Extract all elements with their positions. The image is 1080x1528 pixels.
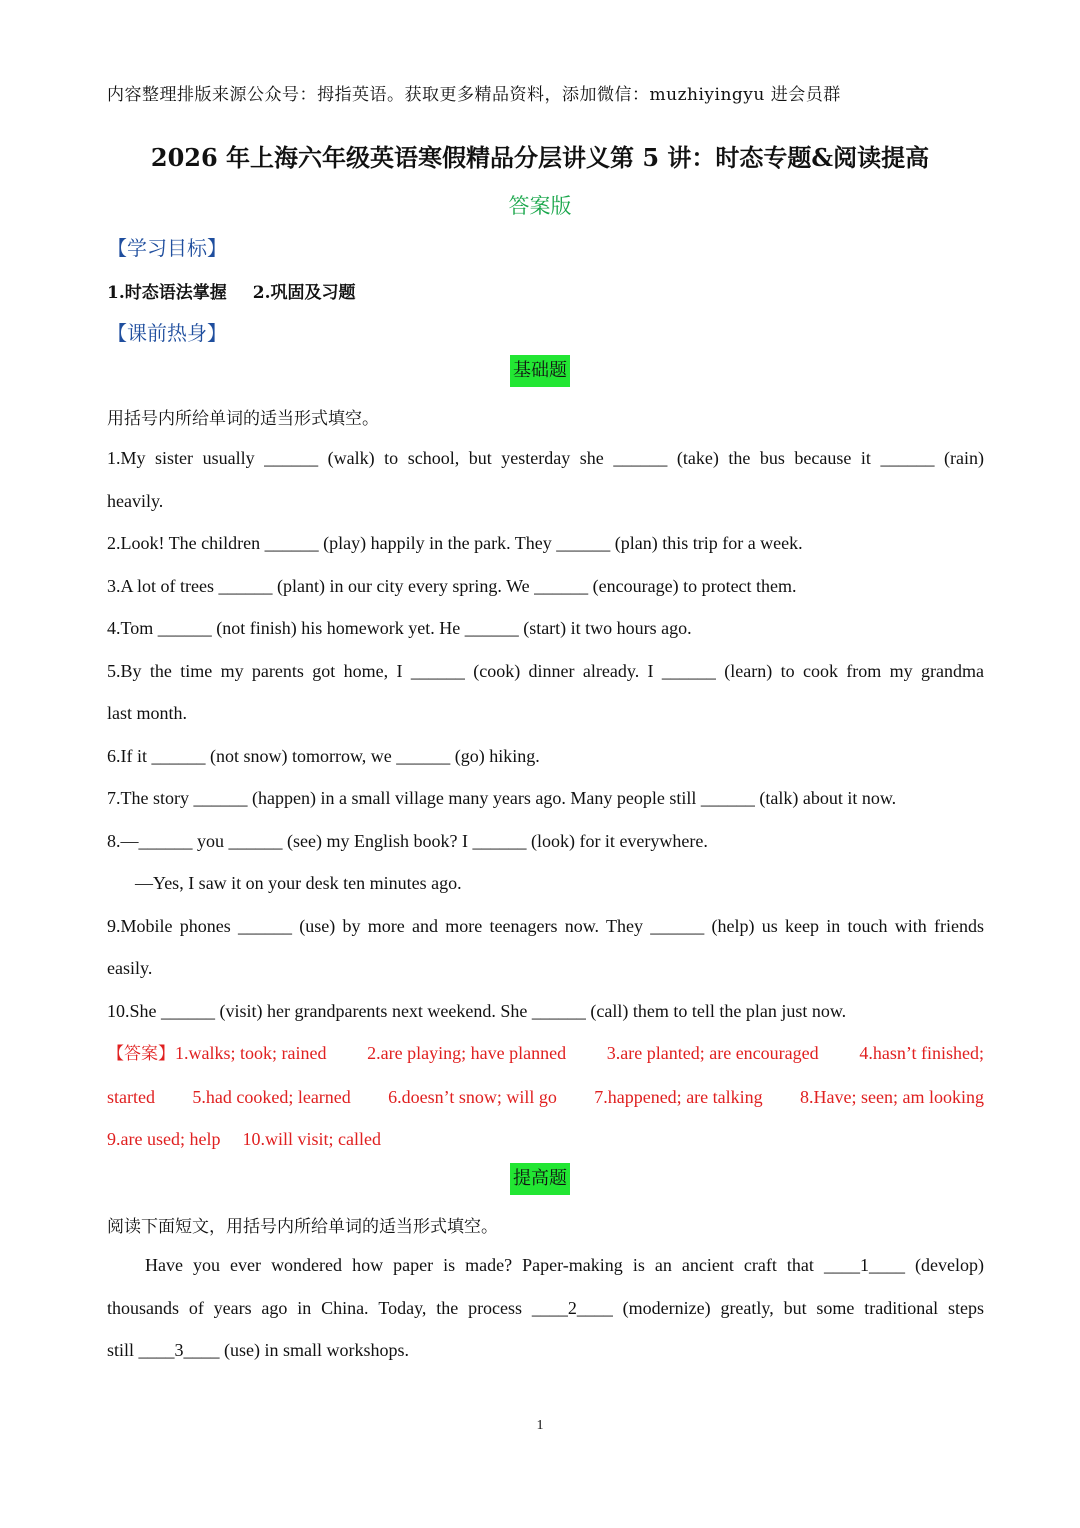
- passage-word: Have: [145, 1255, 183, 1275]
- passage-word: traditional: [864, 1297, 939, 1318]
- question-5-line-2: last month.: [107, 703, 187, 723]
- passage-word: how: [352, 1255, 384, 1275]
- passage-line-1: [107, 1244, 984, 1287]
- passage-word: (develop): [914, 1255, 984, 1275]
- question-4: 4.Tom ______ (not finish) his homework yet. He ______ (start) it two hours ago.: [107, 618, 692, 638]
- passage-word: is: [632, 1255, 645, 1275]
- advanced-level-badge: 提高题: [510, 1163, 570, 1195]
- passage-line-2: [107, 1287, 984, 1330]
- question-7: 7.The story ______ (happen) in a small village many years ago. Many people still ______ (talk) about it now.: [107, 788, 897, 808]
- passage-word: Paper-making: [522, 1255, 623, 1275]
- passage-word: an: [654, 1255, 672, 1275]
- question-1-line-2: heavily.: [107, 491, 164, 511]
- passage-word: made?: [465, 1255, 513, 1275]
- answer-item: 6.doesn’t snow; will go: [388, 1086, 557, 1107]
- passage-word: years: [213, 1297, 252, 1318]
- passage-word: ancient: [681, 1255, 734, 1275]
- answer-item: 3.are planted; are encouraged: [606, 1043, 819, 1063]
- passage-word: China.: [321, 1297, 369, 1318]
- goal-item: 1.时态语法掌握: [107, 283, 227, 303]
- question-8-line-2: —Yes, I saw it on your desk ten minutes ago.: [135, 873, 462, 893]
- passage-word: ____2____: [531, 1297, 613, 1318]
- question-5-line-1: 5.By the time my parents got home, I ______ (cook) dinner already. I ______ (learn) to cook from my grandma: [107, 661, 984, 681]
- passage-word: ever: [230, 1255, 262, 1275]
- basic-instruction: 用括号内所给单词的适当形式填空。: [107, 409, 379, 429]
- question-9-line-1: 9.Mobile phones ______ (use) by more and more teenagers now. They ______ (help) us keep in touch with friends: [107, 916, 984, 936]
- warmup-heading: 【课前热身】: [107, 321, 227, 345]
- passage-line-3: still ____3____ (use) in small workshops.: [107, 1340, 409, 1360]
- passage-word: wondered: [271, 1255, 343, 1275]
- passage-word: steps: [948, 1297, 984, 1318]
- passage-word: some: [816, 1297, 855, 1318]
- reading-passage: [107, 1244, 984, 1372]
- advanced-instruction: 阅读下面短文，用括号内所给单词的适当形式填空。: [107, 1217, 498, 1237]
- question-2: 2.Look! The children ______ (play) happily in the park. They ______ (plan) this trip for a week.: [107, 533, 803, 553]
- passage-word: Today,: [378, 1297, 427, 1318]
- answer-item: 5.had cooked; learned: [192, 1086, 351, 1107]
- passage-word: paper: [393, 1255, 434, 1275]
- answer-line: [107, 1032, 984, 1076]
- basic-badge-row: [0, 355, 1080, 387]
- learning-goals-heading: 【学习目标】: [107, 236, 227, 260]
- passage-word: craft: [743, 1255, 777, 1275]
- answer-item: 4.hasn’t finished;: [859, 1043, 984, 1063]
- answer-item: 7.happened; are talking: [594, 1086, 763, 1107]
- answer-line: [107, 1076, 984, 1119]
- page-number: 1: [536, 1418, 544, 1433]
- passage-word: you: [193, 1255, 221, 1275]
- passage-word: the: [436, 1297, 459, 1318]
- answer-item: 9.are used; help: [107, 1129, 221, 1149]
- answer-item: started: [107, 1086, 155, 1107]
- question-1-line-1: 1.My sister usually ______ (walk) to school, but yesterday she ______ (take) the bus because it ______ (rain): [107, 448, 984, 468]
- answer-item: 8.Have; seen; am looking: [800, 1086, 984, 1107]
- passage-word: greatly,: [720, 1297, 774, 1318]
- page-title: 2026 年上海六年级英语寒假精品分层讲义第 5 讲：时态专题&阅读提高: [150, 143, 930, 172]
- question-3: 3.A lot of trees ______ (plant) in our city every spring. We ______ (encourage) to protect them.: [107, 576, 797, 596]
- goal-item: 2.巩固及习题: [252, 283, 356, 303]
- question-10: 10.She ______ (visit) her grandparents next weekend. She ______ (call) them to tell the plan just now.: [107, 1001, 847, 1021]
- answer-version-label: 答案版: [508, 194, 572, 218]
- passage-word: is: [443, 1255, 456, 1275]
- question-9-line-2: easily.: [107, 958, 153, 978]
- header-note: 内容整理排版来源公众号：拇指英语。获取更多精品资料，添加微信：muzhiyingyu 进会员群: [107, 85, 841, 105]
- answer-item: 2.are playing; have planned: [367, 1043, 567, 1063]
- passage-word: but: [783, 1297, 807, 1318]
- passage-word: (modernize): [622, 1297, 711, 1318]
- basic-level-badge: 基础题: [510, 355, 570, 387]
- answer-line: [107, 1118, 984, 1161]
- passage-word: ago: [261, 1297, 288, 1318]
- passage-word: of: [188, 1297, 204, 1318]
- answer-label: 【答案】: [107, 1044, 175, 1064]
- passage-word: that: [786, 1255, 814, 1275]
- basic-answer-key: [107, 1032, 984, 1161]
- passage-word: thousands: [107, 1297, 179, 1318]
- question-8-line-1: 8.—______ you ______ (see) my English book? I ______ (look) for it everywhere.: [107, 831, 708, 851]
- answer-item: 10.will visit; called: [242, 1129, 381, 1149]
- passage-word: ____1____: [823, 1255, 905, 1275]
- passage-word: process: [468, 1297, 523, 1318]
- passage-word: in: [297, 1297, 312, 1318]
- answer-item: 1.walks; took; rained: [175, 1043, 327, 1063]
- question-6: 6.If it ______ (not snow) tomorrow, we ______ (go) hiking.: [107, 746, 540, 766]
- learning-goals: [107, 278, 356, 303]
- advanced-badge-row: [0, 1163, 1080, 1195]
